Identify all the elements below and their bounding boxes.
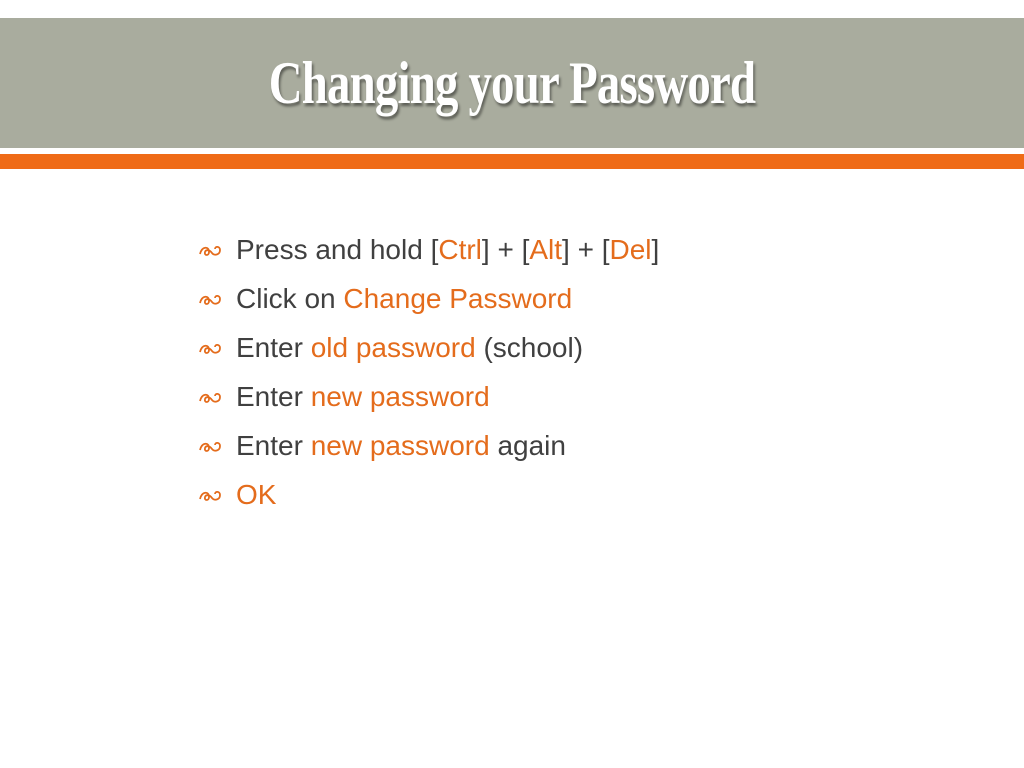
bullet-item-old-password	[198, 323, 659, 372]
ornament-swirl-icon	[198, 436, 224, 456]
bullet-item-new-password	[198, 372, 659, 421]
ornament-swirl-icon	[198, 289, 224, 309]
bullet-item-change-password	[198, 274, 659, 323]
bullet-item-ok	[198, 470, 659, 519]
bullet-text: Enter new password	[236, 380, 490, 412]
highlight-text: Change Password	[343, 282, 573, 314]
bullet-list	[198, 225, 659, 519]
bullet-text: Press and hold [Ctrl] + [Alt] + [Del]	[236, 233, 660, 265]
ornament-swirl-icon	[198, 338, 224, 358]
ornament-swirl-icon	[198, 387, 224, 407]
key-alt: Alt	[529, 233, 563, 265]
key-del: Del	[609, 233, 652, 265]
highlight-text: new password	[310, 380, 490, 412]
bullet-item-new-password-again	[198, 421, 659, 470]
bullet-item-ctrl-alt-del	[198, 225, 659, 274]
bullet-text: Enter new password again	[236, 429, 566, 461]
highlight-text: OK	[236, 478, 277, 510]
bullet-text: Enter old password (school)	[236, 331, 584, 363]
accent-bar	[0, 154, 1024, 169]
slide-title: Changing your Password	[268, 49, 756, 116]
ornament-swirl-icon	[198, 485, 224, 505]
highlight-text: old password	[310, 331, 476, 363]
key-ctrl: Ctrl	[438, 233, 482, 265]
highlight-text: new password	[310, 429, 490, 461]
bullet-text: Click on Change Password	[236, 282, 573, 314]
bullet-text	[236, 479, 276, 511]
ornament-swirl-icon	[198, 240, 224, 260]
title-band	[0, 18, 1024, 148]
